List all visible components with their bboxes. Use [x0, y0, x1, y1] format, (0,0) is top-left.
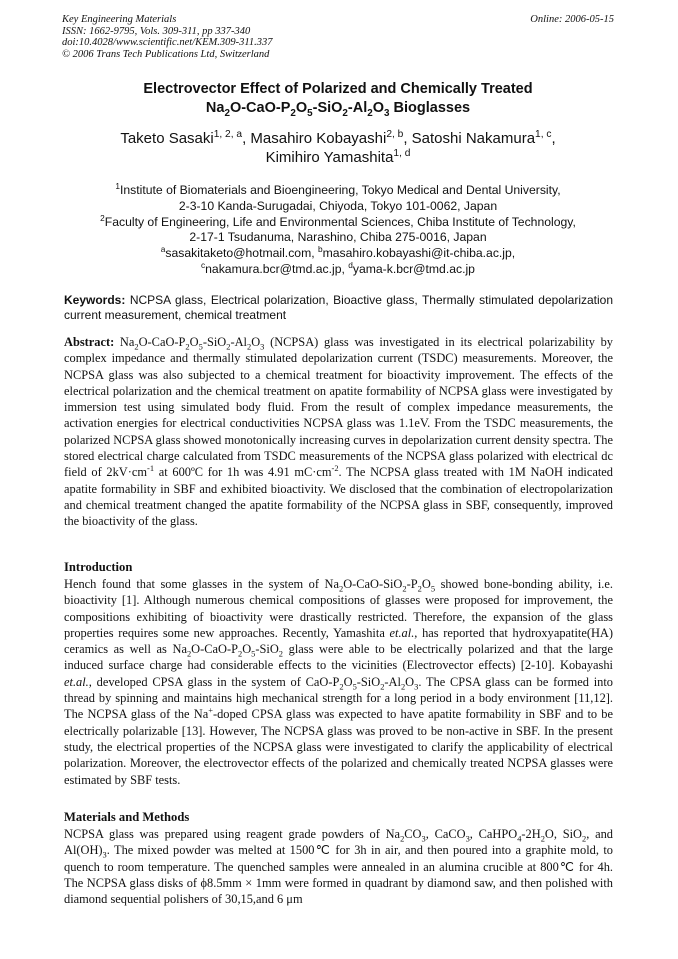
- subscript: 2: [185, 341, 190, 352]
- author-name: , Satoshi Nakamura: [403, 130, 536, 147]
- subscript: 2: [134, 341, 139, 352]
- subscript: 2: [402, 583, 407, 594]
- text: O: [189, 335, 199, 349]
- keywords-label: Keywords:: [64, 293, 126, 307]
- text: glass were able to be electrically polarized and that the large induced surface charge had considerable effects to the vicinities (Electrovector effects) [2-10]. Kobayashi: [64, 642, 613, 673]
- text: , CaCO: [425, 827, 466, 841]
- abstract-text: (NCPSA) glass was investigated in its electrical polarizability by complex impedance and thermally stimulated depolarization current (TSDC) measurements. Moreover, the NCPSA glass was also subjected to a chemical treatment for bioactivity improvement. The effects of the electrical polarization and the chemical treatment on apatite formability of NCPSA glass were investigated by immersion test using simulated body fluid. From the result of complex impedance measurements, the activation energies for electrical conductivities NCPSA glass was 1.1eV. From the TSDC measurements, the polarized NCPSA glass showed monotonically increasing curves in depolarization current density spectra. The stored electrical charge calculated from TSDC measurements of the NCPSA glass polarized with electrical dc field of 2kV·cm: [64, 335, 613, 480]
- title-text: -SiO: [312, 100, 343, 116]
- affil-text: Faculty of Engineering, Life and Environmental Sciences, Chiba Institute of Technology,: [104, 214, 576, 229]
- title-text: O: [295, 100, 308, 116]
- author-line-1: [62, 129, 614, 148]
- title-text: -Al: [347, 100, 368, 116]
- abstract-text: at 600ºC for 1h was 4.91 mC·cm: [154, 465, 332, 480]
- subscript: 2: [186, 648, 192, 659]
- text: -P: [406, 577, 418, 591]
- affil-mark: 1: [115, 180, 121, 191]
- author-affil-mark: 1, c: [535, 129, 552, 140]
- text: O: [251, 335, 261, 349]
- subscript: 3: [421, 833, 426, 844]
- text: -SiO: [255, 642, 279, 657]
- subscript: 2: [226, 341, 231, 352]
- subscript: 3: [465, 833, 470, 844]
- email-mark: b: [318, 244, 323, 255]
- title-text: Na: [205, 100, 225, 116]
- text: developed CPSA glass in the system of CaO-P: [91, 674, 340, 689]
- keywords-text: NCPSA glass, Electrical polarization, Bioactive glass, Thermally stimulated depolarization current measurement, chemical treatment: [64, 293, 613, 322]
- text: , has reported that hydroxyapatite(HA) ceramics as well as Na: [64, 625, 613, 657]
- subscript: 2: [582, 833, 587, 844]
- text: -SiO: [356, 674, 381, 689]
- subscript: 2: [367, 107, 373, 119]
- subscript: 2: [339, 681, 344, 692]
- title-text: O: [372, 100, 385, 116]
- section-heading-methods: Materials and Methods: [64, 810, 190, 824]
- subscript: 2: [224, 107, 230, 119]
- text: -2H: [521, 827, 541, 841]
- affil-mark: 2: [100, 212, 105, 223]
- text: O: [421, 577, 431, 591]
- subscript: 2: [540, 833, 545, 844]
- text: O: [343, 674, 353, 689]
- affiliation-2: [62, 212, 614, 231]
- title-line-1: Electrovector Effect of Polarized and Chemically Treated: [143, 81, 533, 97]
- text: Na: [114, 335, 135, 349]
- author-list: [62, 129, 614, 167]
- text: O-CaO-SiO: [343, 577, 403, 591]
- author-affil-mark: 1, d: [393, 148, 411, 159]
- text: O: [405, 674, 415, 689]
- text: , and Al(OH): [64, 827, 613, 858]
- subscript: 2: [380, 681, 385, 692]
- email-address: masahiro.kobayashi@it-chiba.ac.jp,: [322, 246, 516, 261]
- affil-text: Institute of Biomaterials and Bioengineering, Tokyo Medical and Dental University,: [120, 183, 561, 197]
- subscript: 4: [517, 833, 522, 844]
- author-separator: ,: [551, 130, 556, 147]
- author-affil-mark: 2, b: [386, 129, 404, 140]
- abstract: [64, 334, 613, 530]
- author-name: Kimihiro Yamashita: [265, 149, 394, 166]
- email-mark: c: [201, 259, 206, 270]
- subscript: 2: [417, 583, 422, 594]
- affiliations: [62, 180, 614, 278]
- subscript: 5: [352, 681, 357, 692]
- journal-header: [62, 14, 272, 60]
- affiliation-1: [62, 180, 614, 199]
- subscript: 3: [260, 341, 265, 352]
- text: O: [242, 642, 252, 657]
- subscript: 3: [414, 681, 419, 692]
- journal-copyright: © 2006 Trans Tech Publications Ltd, Switzerland: [62, 48, 270, 60]
- email-address: sasakitaketo@hotmail.com,: [165, 246, 318, 261]
- abstract-label: Abstract:: [64, 335, 115, 349]
- text: . The CPSA glass can be formed into thread by spinning and maintains high mechanical strength for a long period in a body environment [11,12]. The NCPSA glass of the Na: [64, 674, 613, 722]
- author-affil-mark: 1, 2, a: [213, 129, 243, 140]
- text: NCPSA glass was prepared using reagent grade powders of Na: [64, 827, 401, 841]
- subscript: 2: [290, 107, 296, 119]
- journal-doi: doi:10.4028/www.scientific.net/KEM.309-311.337: [62, 37, 273, 48]
- subscript: 2: [400, 681, 406, 692]
- introduction-paragraph: [64, 576, 613, 788]
- subscript: 2: [342, 107, 348, 119]
- superscript: -1: [147, 463, 155, 474]
- title-line-2: [62, 99, 614, 118]
- subscript: 2: [338, 583, 344, 594]
- text: -SiO: [202, 335, 227, 349]
- paper-title: [62, 80, 614, 118]
- subscript: 2: [246, 341, 252, 352]
- text: O-CaO-P: [138, 335, 186, 349]
- text: -Al: [230, 335, 247, 349]
- journal-name: Key Engineering Materials: [62, 14, 177, 25]
- author-name: , Masahiro Kobayashi: [242, 130, 387, 147]
- author-line-2: [62, 148, 614, 167]
- subscript: 2: [278, 648, 284, 659]
- subscript: 2: [400, 833, 405, 844]
- email-mark: d: [348, 259, 353, 270]
- section-heading-introduction: Introduction: [64, 560, 133, 574]
- text: O-CaO-P: [191, 642, 238, 657]
- author-name: Taketo Sasaki: [120, 130, 214, 147]
- affiliation-1-address: 2-3-10 Kanda-Surugadai, Chiyoda, Tokyo 101-0062, Japan: [178, 198, 498, 213]
- abstract-text: . The NCPSA glass treated with 1M NaOH indicated apatite formability in SBF and exhibited bioactivity. We disclosed that the combination of electropolarization and chemical treatment changed the apatite formability of the NCPSA glass in SBF, consequently, improved the bioactivity of the glass.: [64, 465, 614, 529]
- text: showed bone-bonding ability, i.e. bioactivity [1]. Although numerous chemical compositions of glasses were proposed for improvement, the compositions exhibiting of bioactivity were drastically restricted. Therefore, the expansion of the glass properties requires some new approaches. Recently, Yamashita: [64, 577, 613, 640]
- journal-issn: ISSN: 1662-9795, Vols. 309-311, pp 337-340: [62, 25, 251, 37]
- email-address: yama-k.bcr@tmd.ac.jp: [352, 261, 475, 276]
- title-text: O-CaO-P: [229, 100, 291, 116]
- text: -Al: [384, 674, 401, 689]
- italic-text: et.al.,: [64, 674, 92, 689]
- email-line-1: [62, 246, 614, 262]
- text: Hench found that some glasses in the system of Na: [64, 577, 339, 591]
- text: . The mixed powder was melted at 1500℃ for 3h in air, and then poured into a graphite mold, to quench to room temperature. The quenched samples were annealed in an alumina crucible at 800℃ for 4h. The NCPSA glass disks of ϕ8.5mm × 1mm were formed in quadrant by diamond saw, and then polished with diamond sequential polishers of 30,15,and 6 μm: [64, 843, 613, 907]
- subscript: 5: [198, 341, 203, 352]
- email-address: nakamura.bcr@tmd.ac.jp,: [205, 261, 349, 276]
- text: O, SiO: [544, 827, 583, 841]
- title-text: Bioglasses: [389, 100, 471, 116]
- affiliation-2-address: 2-17-1 Tsudanuma, Narashino, Chiba 275-0016, Japan: [189, 230, 487, 245]
- superscript: +: [208, 705, 213, 716]
- email-line-2: [62, 259, 614, 278]
- online-date: Online: 2006-05-15: [530, 14, 614, 25]
- text: CO: [404, 827, 422, 841]
- subscript: 3: [384, 107, 390, 119]
- text: -doped CPSA glass was expected to have apatite formability in SBF and to be electrically polarizable [13]. However, The NCPSA glass was proved to be non-active in SBF. In the present study, the electrical properties of the NCPSA glass were investigated to clarify the applicability of electrical polarization. Moreover, the electrovector effects of the polarized and chemically treated NCPSA glasses were estimated by SBF tests.: [64, 707, 613, 787]
- superscript: -2: [331, 463, 339, 474]
- subscript: 5: [430, 583, 436, 594]
- methods-paragraph: [64, 826, 613, 907]
- text: , CaHPO: [469, 827, 518, 841]
- subscript: 5: [307, 107, 313, 119]
- email-mark: a: [160, 244, 166, 255]
- subscript: 3: [102, 849, 107, 860]
- subscript: 5: [251, 648, 256, 659]
- keywords: [64, 293, 613, 323]
- italic-text: et.al.: [389, 625, 415, 640]
- subscript: 2: [237, 648, 243, 659]
